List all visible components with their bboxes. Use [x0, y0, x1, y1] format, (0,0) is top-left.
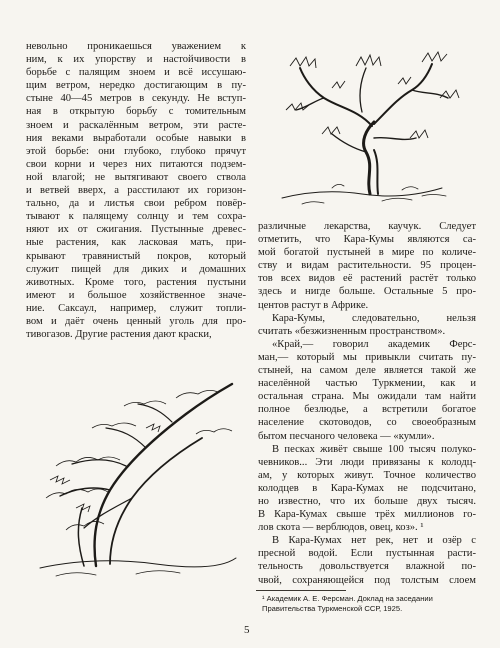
text-line: тельность довольствуется влажной по-: [258, 561, 476, 573]
text-line: В песках живёт свыше 100 тысяч полуко-: [272, 443, 476, 455]
text-line: щим ветром, нередко достигающим в пу-: [26, 80, 246, 92]
text-line: животных. Кроме того, растения пустыни: [26, 276, 246, 288]
text-line: пресной водой. Если пустынная расти-: [258, 548, 476, 560]
page-number: 5: [244, 624, 250, 636]
text-line: различные лекарства, каучук. Следует: [258, 221, 476, 232]
text-line: зноем и раскалённым ветром, эти расте-: [26, 119, 246, 131]
text-line: остальная страна. Мы ожидали там найти: [258, 391, 476, 403]
text-line: центов растут в Африке.: [258, 299, 369, 311]
text-line: няют их от сжигания. Пустынные древес-: [26, 224, 246, 236]
text-line: ные растения, как ласковая мать, при-: [26, 237, 246, 249]
text-line: чвой, сохраняющейся под толстым слоем: [258, 574, 476, 586]
text-line: ной влагой; не вытягивают своего ствола: [26, 171, 246, 183]
text-line: ству и видам растительности. 95 процен-: [258, 260, 476, 272]
text-line: бытом песчаного человека — «кумли».: [258, 430, 435, 442]
text-line: чевников... Эти люди привязаны к колодц-: [258, 456, 476, 468]
wind-bent-tree-illustration: [26, 368, 246, 590]
text-line: стыней, на самом деле является такой же: [258, 365, 476, 377]
text-line: вом и даёт очень ценный уголь для про-: [26, 315, 246, 327]
text-line: считать «безжизненным пространством».: [258, 325, 446, 337]
text-line: тов всех видов её растений растёт только: [258, 273, 476, 285]
text-line: отметить, что Кара-Кумы являются са-: [258, 234, 476, 246]
text-line: В Кара-Кумах свыше трёх миллионов го-: [258, 509, 476, 521]
text-line: ман,— который мы привыкли считать пу-: [258, 351, 476, 363]
text-line: служит пищей для диких и домашних: [26, 263, 246, 275]
text-line: Кара-Кумы, следовательно, нельзя: [272, 312, 476, 324]
text-line: борьбе с палящим зноем и всё иссушаю-: [26, 67, 246, 79]
right-text-column: [258, 220, 476, 587]
text-line: ам, у которых живут. Точное количество: [258, 469, 476, 481]
text-line: лов скота — верблюдов, овец, коз». ¹: [258, 522, 424, 534]
text-line: ним, к их упорству и настойчивости в: [26, 54, 246, 66]
footnote-line: Правительства Туркменской ССР, 1925.: [262, 604, 403, 613]
text-line: населённой частью Туркмении, как и: [258, 378, 476, 390]
text-line: мой богатой пустыней в мире по количе-: [258, 247, 476, 259]
text-line: тивогазов. Другие растения дают краски,: [26, 329, 212, 341]
text-line: свои корни и через них питаются подзем-: [26, 158, 246, 170]
text-line: стыне 40—45 метров в секунду. Не вступ-: [26, 93, 246, 105]
text-line: ния веками выработали особые навыки в: [26, 132, 246, 144]
text-line: ние. Саксаул, например, служит топли-: [26, 302, 246, 314]
text-line: В Кара-Кумах нет рек, нет и озёр с: [272, 535, 476, 547]
text-line: имеют и большое хозяйственное значе-: [26, 289, 246, 301]
text-line: крывают травянистый покров, который: [26, 250, 246, 262]
desert-tree-illustration: [262, 38, 480, 214]
footnote: [262, 594, 478, 614]
footnote-line: ¹ Академик А. Е. Ферсман. Доклад на заседании: [262, 594, 433, 603]
text-line: и ветвей вверх, а расстилают их горизон-: [26, 185, 246, 197]
text-line: этой борьбе: они глубоко, глубоко прячут: [26, 145, 246, 157]
text-line: тально, да и листья свои ребром повёр-: [26, 198, 246, 210]
footnote-divider: [256, 590, 346, 591]
text-line: ная в открытую борьбу с томительным: [26, 106, 246, 118]
text-line: «Край,— говорил академик Ферс-: [272, 338, 476, 350]
text-line: полное безлюдье, а встретили богатое: [258, 404, 476, 416]
text-line: тывают к палящему солнцу и тем сохра-: [26, 211, 246, 223]
text-line: здесь и нигде больше. Остальные 5 про-: [258, 286, 476, 298]
text-line: но известно, что их больше двух тысяч.: [258, 495, 476, 507]
text-line: население скотоводов, со своеобразным: [258, 417, 476, 429]
text-line: колодцев в Кара-Кумах не подсчитано,: [258, 482, 476, 494]
text-line: невольно проникаешься уважением к: [26, 41, 246, 52]
left-text-column: [26, 40, 246, 341]
